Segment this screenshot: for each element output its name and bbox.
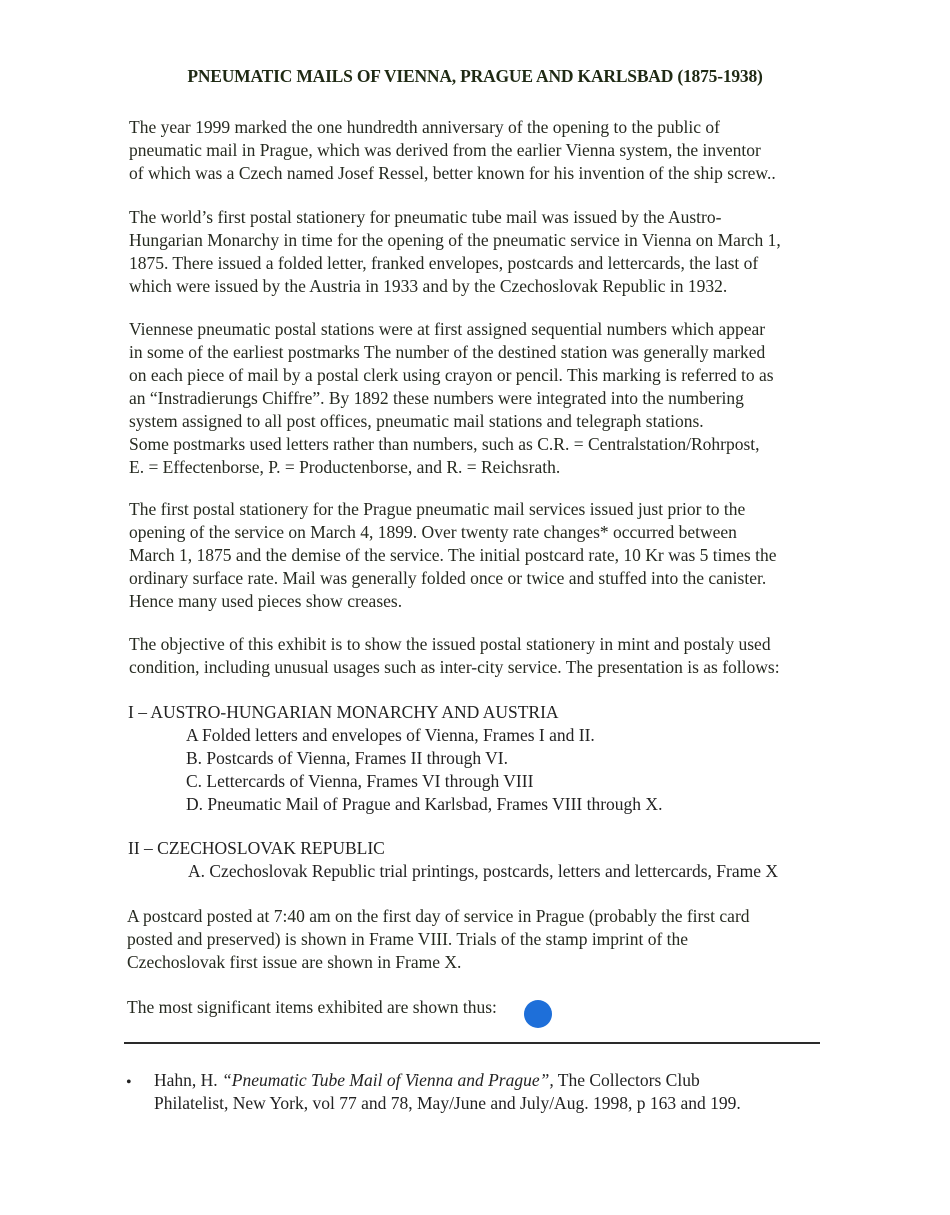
paragraph-intro: [129, 116, 829, 185]
section-item: C. Lettercards of Vienna, Frames VI through VIII: [186, 771, 534, 791]
footnote-publisher: The Collectors Club: [553, 1070, 700, 1090]
section-item: D. Pneumatic Mail of Prague and Karlsbad, Frames VIII through X.: [186, 794, 663, 814]
text-line: Viennese pneumatic postal stations were at first assigned sequential numbers which appear: [129, 319, 766, 339]
paragraph-postal-stations: [129, 318, 829, 479]
text-line: March 1, 1875 and the demise of the service. The initial postcard rate, 10 Kr was 5 times the: [129, 545, 777, 565]
text-line: on each piece of mail by a postal clerk using crayon or pencil. This marking is referred to as: [129, 365, 774, 385]
text-line: condition, including unusual usages such as inter-city service. The presentation is as follows:: [129, 657, 780, 677]
text-line: A postcard posted at 7:40 am on the first day of service in Prague (probably the first card: [127, 906, 750, 926]
text-line: The objective of this exhibit is to show the issued postal stationery in mint and postaly used: [129, 634, 771, 654]
paragraph-objective: [129, 633, 829, 679]
text-line: which were issued by the Austria in 1933 and by the Czechoslovak Republic in 1932.: [129, 276, 728, 296]
footnote-reference: [154, 1069, 741, 1115]
paragraph-first-stationery: [129, 206, 829, 298]
significant-items-note: The most significant items exhibited are shown thus:: [127, 997, 497, 1017]
text-line: The first postal stationery for the Prague pneumatic mail services issued just prior to the: [129, 499, 746, 519]
bullet-icon: •: [126, 1074, 132, 1091]
text-line: of which was a Czech named Josef Ressel, better known for his invention of the ship screw..: [129, 163, 776, 183]
section-item: B. Postcards of Vienna, Frames II through VI.: [186, 748, 509, 768]
footnote-work-title: “Pneumatic Tube Mail of Vienna and Prague”,: [222, 1070, 554, 1090]
page-title: PNEUMATIC MAILS OF VIENNA, PRAGUE AND KARLSBAD (1875-1938): [187, 66, 763, 86]
text-line: Hungarian Monarchy in time for the opening of the pneumatic service in Vienna on March 1,: [129, 230, 781, 250]
section-item: A Folded letters and envelopes of Vienna, Frames I and II.: [186, 725, 595, 745]
text-line: The year 1999 marked the one hundredth anniversary of the opening to the public of: [129, 117, 720, 137]
section-heading-czechoslovak: II – CZECHOSLOVAK REPUBLIC: [128, 838, 385, 858]
text-line: Hence many used pieces show creases.: [129, 591, 403, 611]
text-line: Philatelist, New York, vol 77 and 78, May/June and July/Aug. 1998, p 163 and 199.: [154, 1093, 741, 1113]
footnote-author: Hahn, H.: [154, 1070, 223, 1090]
text-line: 1875. There issued a folded letter, franked envelopes, postcards and lettercards, the last of: [129, 253, 759, 273]
paragraph-prague: [129, 498, 829, 613]
footnote-divider: [124, 1042, 820, 1044]
text-line: an “Instradierungs Chiffre”. By 1892 these numbers were integrated into the numbering: [129, 388, 744, 408]
text-line: Czechoslovak first issue are shown in Frame X.: [127, 952, 462, 972]
text-line: ordinary surface rate. Mail was generally folded once or twice and stuffed into the canister.: [129, 568, 767, 588]
text-line: Some postmarks used letters rather than numbers, such as C.R. = Centralstation/Rohrpost,: [129, 434, 760, 454]
section-item: A. Czechoslovak Republic trial printings, postcards, letters and lettercards, Frame X: [188, 861, 778, 881]
text-line: system assigned to all post offices, pneumatic mail stations and telegraph stations.: [129, 411, 704, 431]
section-heading-austria: I – AUSTRO-HUNGARIAN MONARCHY AND AUSTRIA: [128, 702, 559, 722]
text-line: pneumatic mail in Prague, which was derived from the earlier Vienna system, the inventor: [129, 140, 761, 160]
text-line: The world’s first postal stationery for pneumatic tube mail was issued by the Austro-: [129, 207, 722, 227]
significant-marker-dot: [524, 1000, 552, 1028]
text-line: posted and preserved) is shown in Frame VIII. Trials of the stamp imprint of the: [127, 929, 689, 949]
text-line: E. = Effectenborse, P. = Productenborse, and R. = Reichsrath.: [129, 457, 561, 477]
text-line: opening of the service on March 4, 1899. Over twenty rate changes* occurred between: [129, 522, 737, 542]
text-line: in some of the earliest postmarks The number of the destined station was generally marked: [129, 342, 766, 362]
text-line: [154, 1069, 741, 1092]
paragraph-closing: [127, 905, 827, 974]
